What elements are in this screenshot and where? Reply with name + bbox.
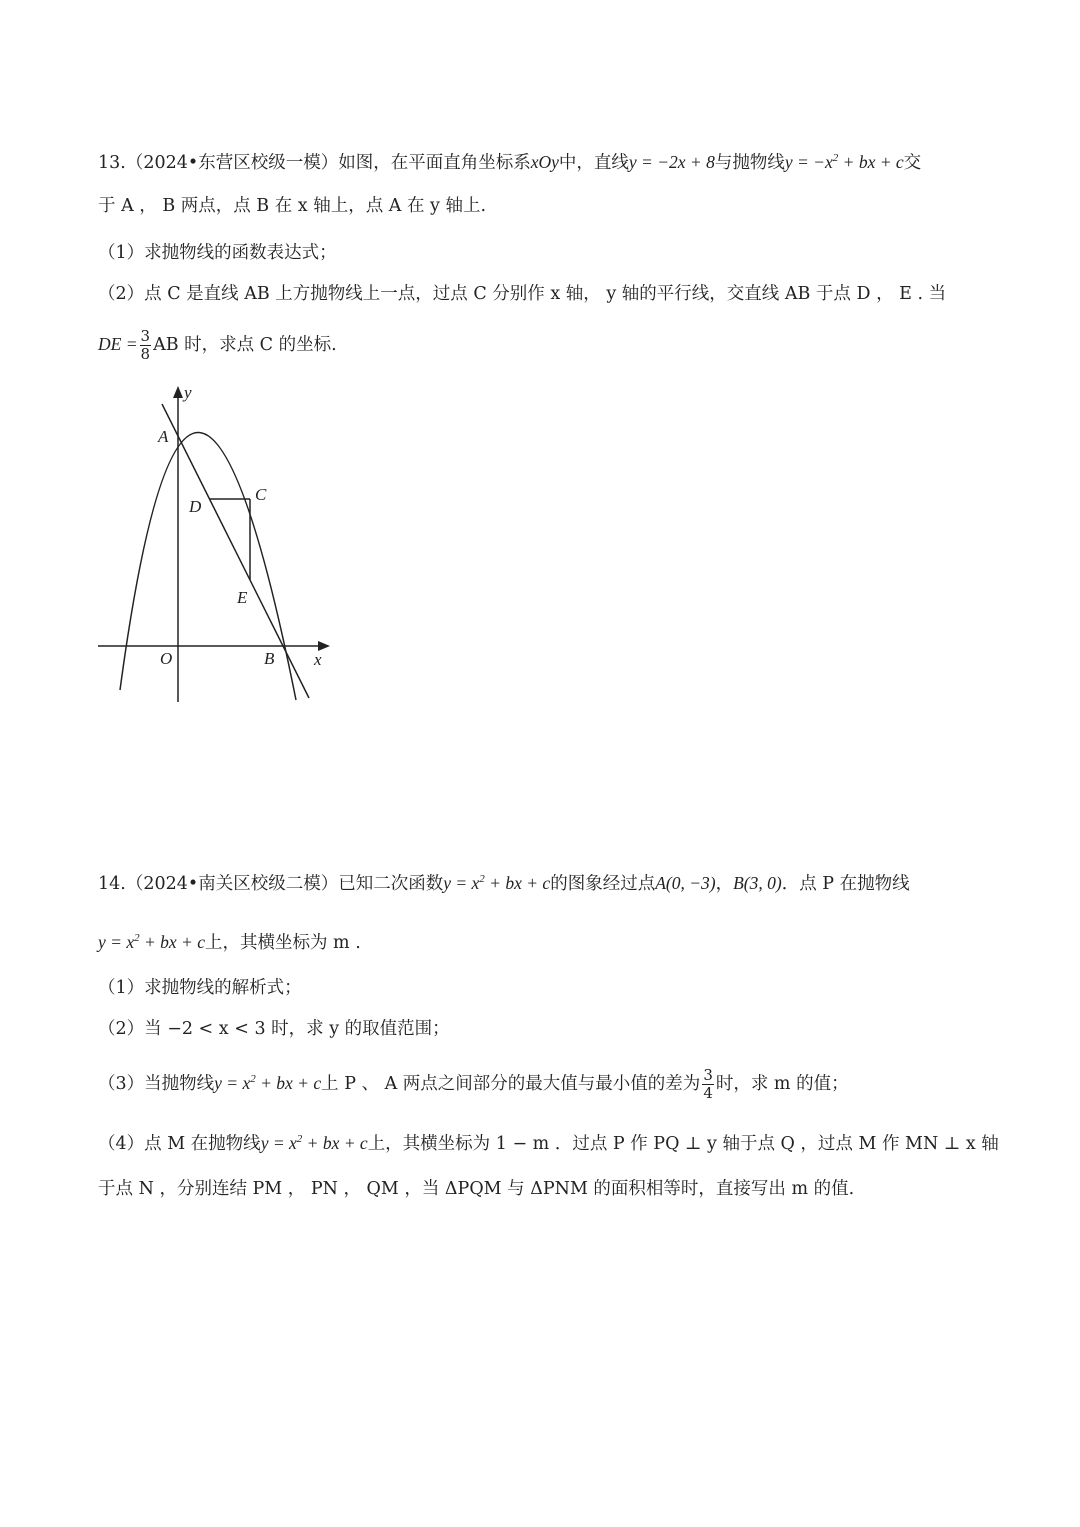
eq-sup: 2: [134, 932, 140, 944]
line-ab: [162, 404, 309, 698]
q14-text: 上，其横坐标为 m .: [205, 932, 361, 953]
q14-text: 已知二次函数: [338, 873, 444, 894]
label-x: x: [314, 650, 322, 669]
q13-part1: （1）求抛物线的函数表达式；: [98, 243, 337, 263]
q14-text: 的图象经过点: [550, 873, 656, 894]
q14-text: （3）当抛物线: [98, 1073, 215, 1094]
q13-text: 与抛物线: [714, 152, 785, 173]
fraction-3-4: [702, 1067, 714, 1102]
parabola-equation: [785, 152, 904, 172]
q14-part3: [98, 1066, 849, 1102]
frac-num: 3: [140, 327, 151, 345]
label-y: y: [184, 383, 192, 402]
label-b: B: [264, 649, 275, 668]
parabola-figure: [90, 380, 350, 710]
q14-part4: [98, 1126, 999, 1157]
q14-text: 上，其横坐标为 1 − m ．过点 P 作 PQ ⊥ y 轴于点 Q ，过点 M 作 MN ⊥ x 轴: [367, 1133, 999, 1154]
label-a: A: [158, 427, 169, 446]
quadratic-equation: [261, 1133, 368, 1153]
q13-line1: [98, 145, 921, 176]
eq-part: + bx + c: [484, 872, 551, 893]
eq-part: + bx + c: [302, 1132, 368, 1153]
eq-part: y = x: [98, 931, 135, 952]
separator: ，: [715, 873, 734, 894]
fraction-3-8: [140, 328, 152, 363]
quadratic-equation: [443, 873, 550, 893]
eq-part: y = x: [214, 1072, 251, 1093]
quadratic-equation: [98, 932, 205, 952]
q14-source: （2024•南关区校级二模）: [125, 873, 339, 894]
de-lhs: DE =: [98, 334, 138, 354]
eq-sup: 2: [250, 1073, 256, 1085]
q13-text: 交: [903, 152, 922, 173]
eq-part: + bx + c: [838, 151, 904, 172]
q13-line2: 于 A ， B 两点，点 B 在 x 轴上，点 A 在 y 轴上.: [98, 196, 487, 216]
q13-part2b: [98, 328, 337, 363]
eq-part: y = x: [443, 872, 480, 893]
q14-line1: [98, 866, 910, 897]
label-e: E: [237, 588, 248, 607]
eq-part: y = x: [260, 1132, 297, 1153]
q13-source: （2024•东营区校级一模）: [125, 152, 339, 173]
q14-part4b: 于点 N ，分别连结 PM ， PN ， QM ，当 ΔPQM 与 ΔPNM 的面积相等时，直接写出 m 的值.: [98, 1179, 855, 1199]
y-axis-arrow: [173, 386, 183, 398]
q13-number: 13.: [98, 152, 126, 173]
q14-line2: [98, 925, 361, 956]
frac-num: 3: [703, 1065, 713, 1084]
label-d: D: [189, 497, 202, 516]
label-o: O: [160, 649, 173, 668]
coord-system: xOy: [530, 151, 559, 172]
line-equation: y = −2x + 8: [628, 151, 715, 172]
q14-text: （4）点 M 在抛物线: [98, 1133, 261, 1154]
point-b: B(3, 0): [733, 872, 782, 893]
q14-part1: （1）求抛物线的解析式；: [98, 978, 302, 998]
q13-text: 中，直线: [558, 152, 629, 173]
point-a: A(0, −3): [655, 872, 716, 893]
q14-number: 14.: [98, 873, 126, 894]
frac-den: 4: [703, 1083, 713, 1102]
frac-den: 8: [140, 345, 151, 363]
q14-text: 时，求 m 的值；: [715, 1073, 849, 1094]
eq-sup: 2: [479, 873, 485, 885]
q14-part2: （2）当 −2 < x < 3 时，求 y 的取值范围；: [98, 1019, 450, 1039]
q13-text: 如图，在平面直角坐标系: [338, 152, 531, 173]
de-rhs: AB 时，求点 C 的坐标.: [153, 335, 337, 355]
eq-part: + bx + c: [255, 1072, 322, 1093]
label-c: C: [255, 485, 267, 504]
eq-part: y = −x: [784, 151, 833, 172]
eq-sup: 2: [296, 1133, 303, 1145]
q13-part2: （2）点 C 是直线 AB 上方抛物线上一点，过点 C 分别作 x 轴， y 轴的平行线，交直线 AB 于点 D ， E . 当: [98, 284, 947, 304]
q14-text: 上 P 、 A 两点之间部分的最大值与最小值的差为: [321, 1073, 701, 1094]
eq-part: + bx + c: [139, 931, 205, 952]
eq-sup: 2: [832, 152, 839, 164]
q14-text: ．点 P 在抛物线: [781, 873, 910, 894]
quadratic-equation: [214, 1073, 321, 1093]
